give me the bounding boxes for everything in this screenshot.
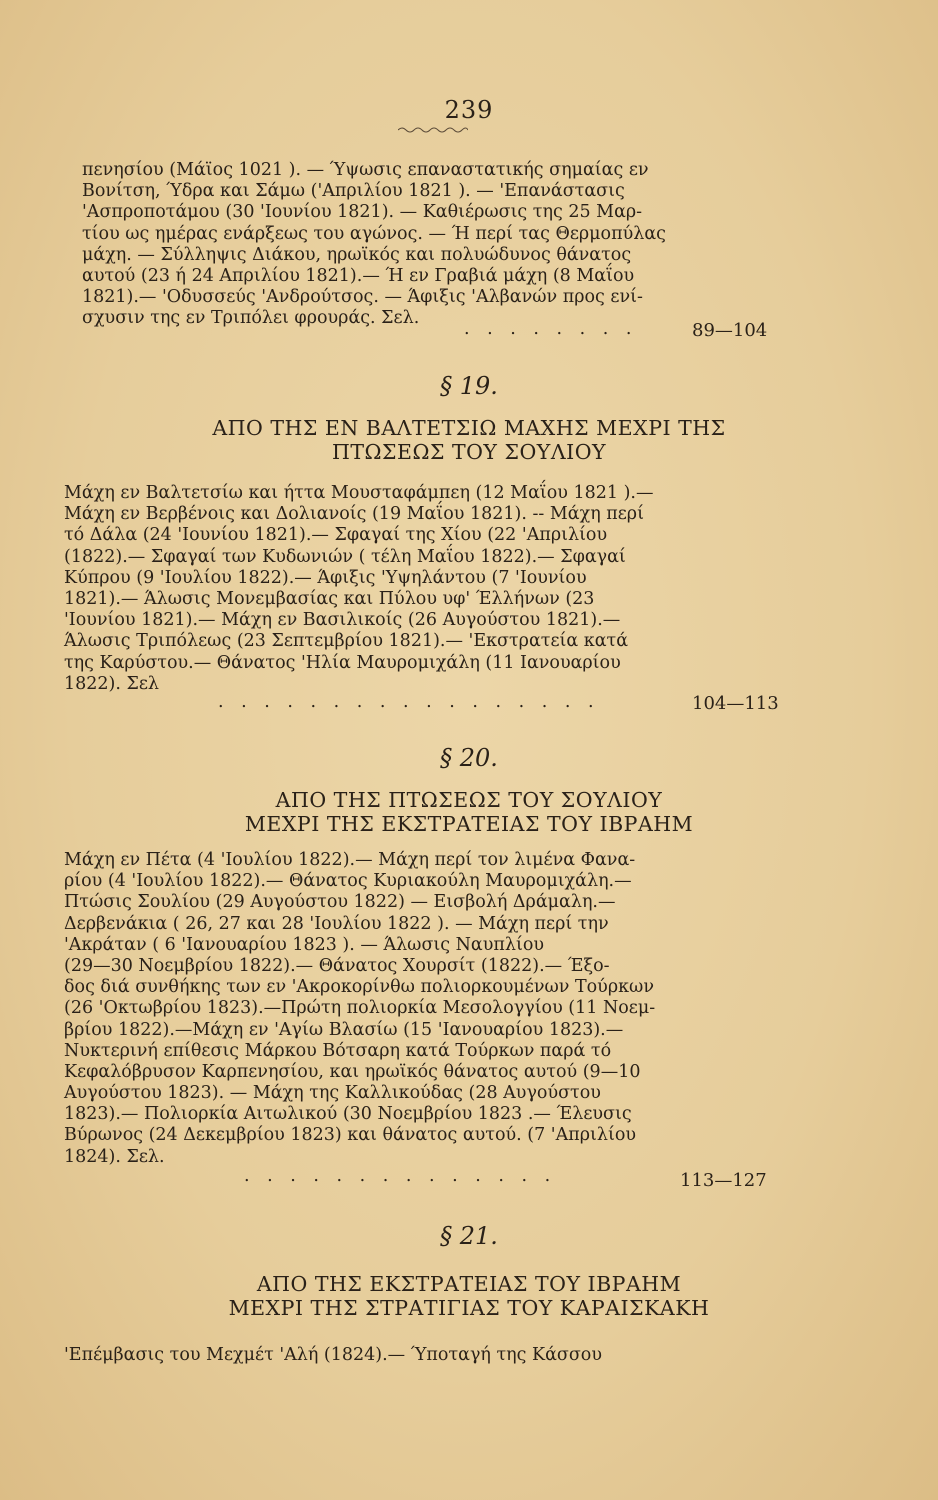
- section-21-number: § 21.: [440, 1222, 498, 1250]
- wavy-ornament: [398, 126, 468, 134]
- section-20-text: [64, 850, 674, 1168]
- section-20-heading: [0, 788, 938, 836]
- toc-entry-18-pages: 89—104: [692, 320, 768, 341]
- text-line: 1821).— Άλωσις Μονεμβασίας και Πύλου υφ' Έλλήνων (23: [64, 588, 595, 609]
- text-line: βρίου 1822).—Μάχη εν 'Αγίω Βλασίω (15 'Ιανουαρίου 1823).—: [64, 1019, 624, 1040]
- text-line: της Καρύστου.— Θάνατος 'Ηλία Μαυρομιχάλη (11 Ιανουαρίου: [64, 652, 621, 673]
- section-19-pages: 104—113: [692, 693, 779, 714]
- section-19-number: § 19.: [440, 372, 498, 400]
- heading-line: ΜΕΧΡΙ ΤΗΣ ΣΤΡΑΤΙΓΙΑΣ ΤΟΥ ΚΑΡΑΙΣΚΑΚΗ: [228, 1296, 710, 1320]
- text-line: Κεφαλόβρυσον Καρπενησίου, και ηρωϊκός θάνατος αυτού (9—10: [64, 1061, 641, 1082]
- text-line: Άλωσις Τριπόλεως (23 Σεπτεμβρίου 1821).— 'Εκστρατεία κατά: [64, 631, 629, 652]
- text-line: Βύρωνος (24 Δεκεμβρίου 1823) και θάνατος αυτού. (7 'Απριλίου: [64, 1125, 637, 1146]
- text-line: 'Επέμβασις του Μεχμέτ 'Αλή (1824).— Ύποταγή της Κάσσου: [64, 1345, 602, 1365]
- text-line: (29—30 Νοεμβρίου 1822).— Θάνατος Χουρσίτ (1822).— Έξο-: [64, 955, 610, 976]
- section-19-text: [64, 483, 674, 695]
- heading-line: ΑΠΟ ΤΗΣ ΠΤΩΣΕΩΣ ΤΟΥ ΣΟΥΛΙΟΥ: [275, 788, 663, 812]
- text-line: τό Δάλα (24 'Ιουνίου 1821).— Σφαγαί της Χίου (22 'Απριλίου: [64, 525, 608, 546]
- text-line: Μάχη εν Βαλτετσίω και ήττα Μουσταφάμπεη (12 Μαΐου 1821 ).—: [64, 483, 654, 503]
- text-line: Αυγούστου 1823). — Μάχη της Καλλικούδας (28 Αυγούστου: [64, 1083, 601, 1104]
- text-line: 1821).— 'Οδυσσεύς 'Ανδρούτσος. — Άφιξις 'Αλβανών προς ενί-: [82, 287, 643, 308]
- section-21-text: [64, 1345, 674, 1366]
- section-21-heading: [0, 1272, 938, 1320]
- text-line: αυτού (23 ή 24 Απριλίου 1821).— Ή εν Γραβιά μάχη (8 Μαΐου: [82, 265, 635, 286]
- text-line: Πτώσις Σουλίου (29 Αυγούστου 1822) — Εισβολή Δράμαλη.—: [64, 892, 616, 913]
- text-line: Δερβενάκια ( 26, 27 και 28 'Ιουλίου 1822 ). — Μάχη περί την: [64, 913, 609, 934]
- text-line: Κύπρου (9 'Ιουλίου 1822).— Άφιξις 'Υψηλάντου (7 'Ιουνίου: [64, 567, 587, 588]
- text-line: (1822).— Σφαγαί των Κυδωνιών ( τέλη Μαΐου 1822).— Σφαγαί: [64, 546, 626, 567]
- section-20-number: § 20.: [440, 744, 498, 772]
- text-line: Μάχη εν Πέτα (4 'Ιουλίου 1822).— Μάχη περί τον λιμένα Φανα-: [64, 850, 636, 870]
- heading-line: ΜΕΧΡΙ ΤΗΣ ΕΚΣΤΡΑΤΕΙΑΣ ΤΟΥ ΙΒΡΑΗΜ: [244, 812, 694, 836]
- section-19-heading: [0, 416, 938, 464]
- text-line: 'Ιουνίου 1821).— Μάχη εν Βασιλικοίς (26 Αυγούστου 1821).—: [64, 610, 621, 631]
- section-19-leader: . . . . . . . . . . . . . . . . .: [218, 692, 600, 712]
- text-line: 'Ακράταν ( 6 'Ιανουαρίου 1823 ). — Άλωσις Ναυπλίου: [64, 934, 545, 955]
- text-line: ρίου (4 'Ιουλίου 1822).— Θάνατος Κυριακούλη Μαυρομιχάλη.—: [64, 871, 632, 892]
- text-line: 'Ασπροποτάμου (30 'Ιουνίου 1821). — Καθιέρωσις της 25 Μαρ-: [82, 202, 643, 223]
- section-20-leader: . . . . . . . . . . . . . .: [244, 1166, 557, 1186]
- text-line: Νυκτερινή επίθεσις Μάρκου Βότσαρη κατά Τούρκων παρά τό: [64, 1040, 612, 1061]
- toc-entry-18-text: [82, 160, 692, 330]
- text-line: Βονίτση, Ύδρα και Σάμω ('Απριλίου 1821 ). — 'Επανάστασις: [82, 181, 625, 202]
- heading-line: ΑΠΟ ΤΗΣ ΕΝ ΒΑΛΤΕΤΣΙΩ ΜΑΧΗΣ ΜΕΧΡΙ ΤΗΣ: [212, 416, 726, 440]
- text-line: Μάχη εν Βερβένοις και Δολιανοίς (19 Μαΐου 1821). -- Μάχη περί: [64, 504, 644, 525]
- text-line: 1822). Σελ: [64, 673, 160, 694]
- text-line: πενησίου (Μάϊος 1021 ). — Ύψωσις επαναστατικής σημαίας εν: [82, 160, 649, 180]
- text-line: σχυσιν της εν Τριπόλει φρουράς. Σελ.: [82, 308, 420, 329]
- text-line: δος διά συνθήκης των εν 'Ακροκορίνθω πολιορκουμένων Τούρκων: [64, 977, 654, 998]
- text-line: 1823).— Πολιορκία Αιτωλικού (30 Νοεμβρίου 1823 .— Έλευσις: [64, 1104, 632, 1125]
- heading-line: ΠΤΩΣΕΩΣ ΤΟΥ ΣΟΥΛΙΟΥ: [331, 440, 607, 464]
- page-number: 239: [444, 96, 494, 124]
- text-line: 1824). Σελ.: [64, 1146, 165, 1167]
- text-line: (26 'Οκτωβρίου 1823).—Πρώτη πολιορκία Μεσολογγίου (11 Νοεμ-: [64, 998, 656, 1019]
- toc-entry-18-leader: . . . . . . . .: [464, 319, 638, 339]
- heading-line: ΑΠΟ ΤΗΣ ΕΚΣΤΡΑΤΕΙΑΣ ΤΟΥ ΙΒΡΑΗΜ: [256, 1272, 682, 1296]
- text-line: μάχη. — Σύλληψις Διάκου, ηρωϊκός και πολυώδυνος θάνατος: [82, 244, 632, 265]
- text-line: τίου ως ημέρας ενάρξεως του αγώνος. — Ή περί τας Θερμοπύλας: [82, 223, 666, 244]
- section-20-pages: 113—127: [680, 1170, 767, 1191]
